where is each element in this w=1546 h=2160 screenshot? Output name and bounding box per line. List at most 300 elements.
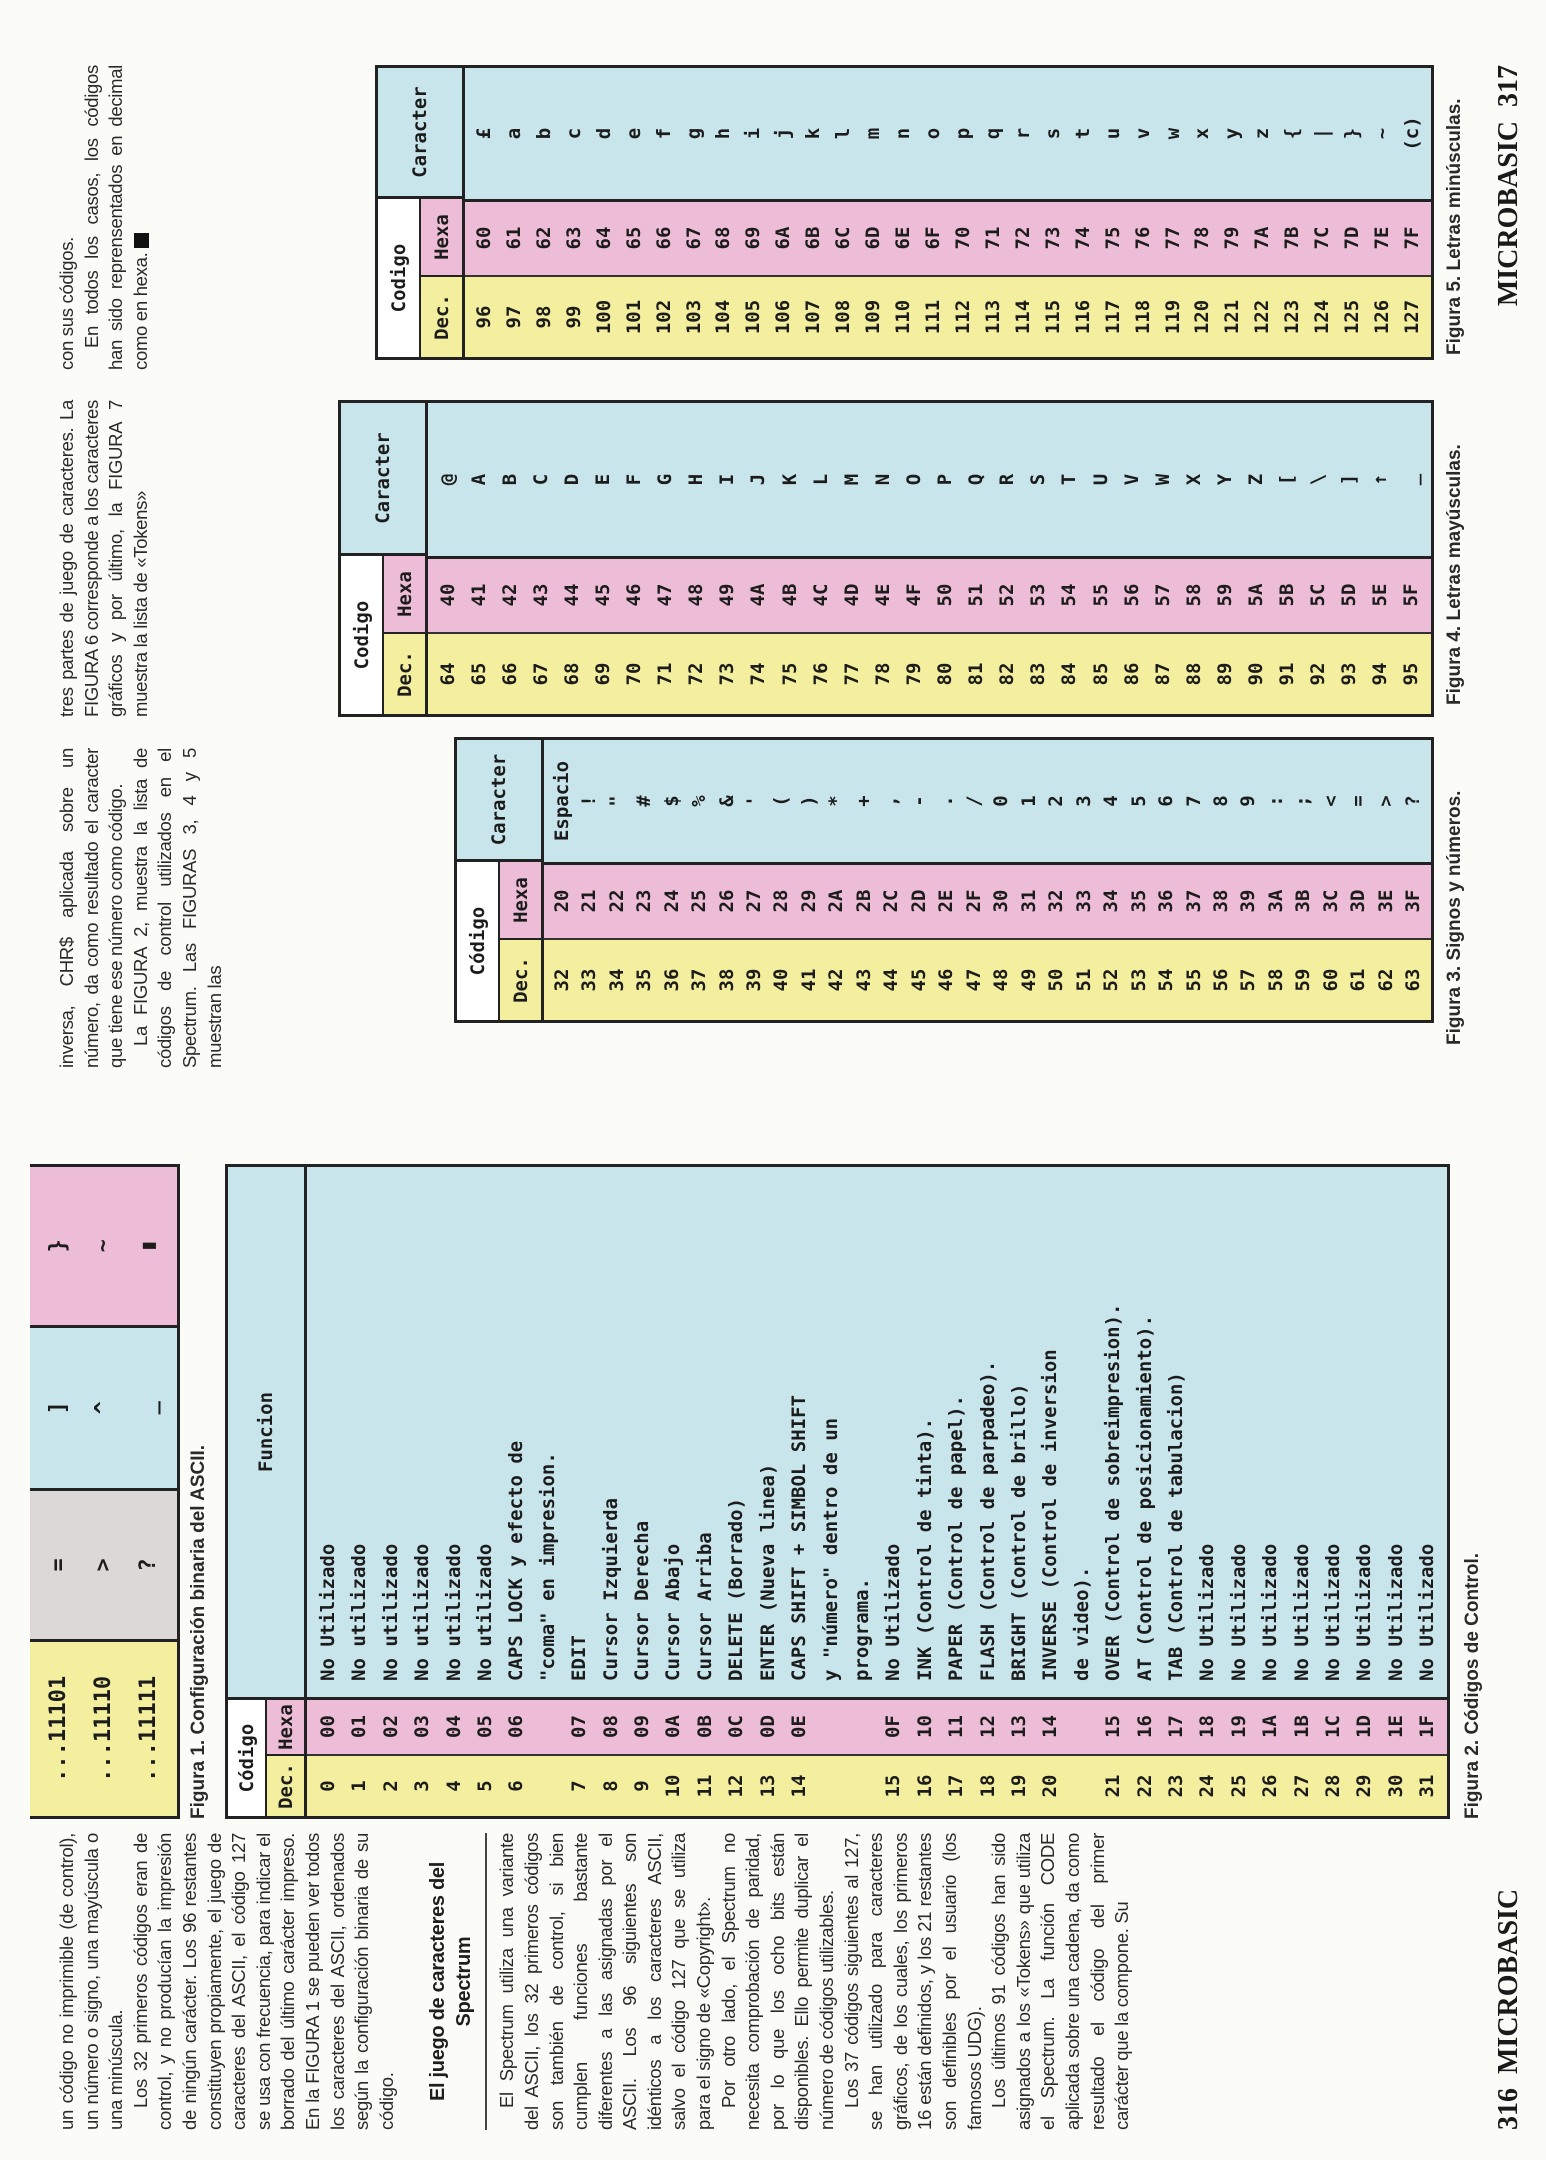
hexa-cell: 3A <box>1264 889 1287 913</box>
dec-cell: 12 <box>725 1774 748 1798</box>
hexa-cell: 3D <box>1347 889 1370 913</box>
hexa-cell: 7F <box>1401 226 1424 250</box>
table-row <box>650 403 681 714</box>
dec-cell: 15 <box>882 1774 905 1798</box>
table-row <box>1235 740 1262 1020</box>
hexa-cell: 20 <box>550 889 573 913</box>
table-row <box>658 1167 689 1816</box>
codigo-header: Codigo <box>378 199 421 357</box>
caracter-cell: o <box>922 127 945 140</box>
table-row <box>960 740 987 1020</box>
dec-cell: 27 <box>1290 1774 1313 1798</box>
hexa-cell: 4C <box>809 583 832 607</box>
hexa-cell: 07 <box>568 1715 591 1738</box>
caracter-cell: [ <box>1276 473 1299 486</box>
caracter-cell: i <box>742 127 765 140</box>
dec-cell: 35 <box>633 968 656 992</box>
dec-cell: 104 <box>712 299 735 335</box>
dec-cell: 20 <box>1039 1774 1062 1798</box>
codigo-header-group <box>228 1697 304 1816</box>
dec-cell: 51 <box>1072 968 1095 992</box>
hexa-cell: 18 <box>1196 1715 1219 1738</box>
table-row <box>1240 403 1271 714</box>
funcion-cell <box>1287 1167 1318 1697</box>
table-row <box>1023 403 1054 714</box>
caracter-cell: ( <box>770 795 793 807</box>
funcion-line: No Utilizado <box>317 1543 339 1681</box>
hexa-cell: 2E <box>935 889 958 913</box>
hexa-cell: 11 <box>945 1715 968 1738</box>
caracter-cell: x <box>1191 127 1214 140</box>
ascii-column <box>30 1325 177 1489</box>
hexa-cell: 23 <box>633 889 656 913</box>
caracter-cell: 5 <box>1127 795 1150 807</box>
funcion-line: No Utilizado <box>1384 1543 1407 1681</box>
caracter-cell: N <box>871 473 894 486</box>
hexa-cell: 1A <box>1259 1715 1282 1738</box>
caracter-cell: M <box>840 473 863 486</box>
dec-cell: 4 <box>442 1780 465 1792</box>
hexa-cell: 69 <box>742 226 765 250</box>
caracter-cell: R <box>996 473 1019 486</box>
caracter-cell: ! <box>578 795 601 807</box>
hexa-cell: 7E <box>1371 226 1394 250</box>
hexa-cell: 1D <box>1353 1715 1376 1738</box>
dec-cell: 2 <box>379 1780 402 1792</box>
table-row <box>463 403 494 714</box>
hexa-cell: 30 <box>990 889 1013 913</box>
table-row <box>1209 403 1240 714</box>
dec-cell: 82 <box>996 662 1019 686</box>
caracter-cell: > <box>1374 795 1397 807</box>
dec-cell: 118 <box>1131 299 1154 335</box>
table-row <box>1130 1167 1161 1816</box>
caracter-cell: 3 <box>1072 795 1095 807</box>
table-row <box>407 1167 438 1816</box>
hexa-cell: 52 <box>996 583 1019 607</box>
table-row <box>858 68 888 357</box>
paragraph: Los últimos 91 códigos han sido asignados a los «Tokens» que utiliza el Spectrum. La función CODE aplicada sobre una cadena, da como resultado el código del primer carácter que la compone. Su <box>988 1833 1133 2130</box>
funcion-line: No utilizado <box>442 1543 465 1681</box>
hexa-cell: 38 <box>1209 889 1232 913</box>
dec-cell: 50 <box>1045 968 1068 992</box>
table-row <box>713 740 740 1020</box>
dec-cell: 57 <box>1237 968 1260 992</box>
dec-cell: 40 <box>770 968 793 992</box>
caracter-cell: h <box>712 127 735 140</box>
table-row <box>1349 1167 1380 1816</box>
hexa-cell: 1C <box>1322 1715 1344 1738</box>
table-row <box>1161 1167 1192 1816</box>
dec-cell: 63 <box>1402 968 1425 992</box>
hexa-cell: 77 <box>1161 226 1184 250</box>
hexa-cell: 70 <box>951 226 974 250</box>
dec-cell: 1 <box>348 1780 371 1792</box>
table-row <box>501 1167 564 1816</box>
table-row <box>525 403 556 714</box>
table-row <box>679 68 709 357</box>
hexa-cell: 55 <box>1089 583 1112 607</box>
table-row <box>1004 1167 1035 1816</box>
ascii-cell: ▮ <box>136 1239 161 1253</box>
table-row <box>529 68 559 357</box>
table-row <box>1367 68 1397 357</box>
hexa-cell: 4D <box>840 583 863 607</box>
hexa-cell: 7B <box>1281 226 1304 250</box>
right-text-column-1 <box>55 748 227 1068</box>
caracter-cell: } <box>1341 127 1364 140</box>
dec-cell: 32 <box>550 968 573 992</box>
dec-cell: 93 <box>1338 662 1361 686</box>
dec-cell: 116 <box>1071 299 1094 335</box>
funcion-line: No Utilizado <box>1416 1543 1439 1681</box>
funcion-line: CAPS LOCK y efecto de <box>505 1440 528 1681</box>
hexa-cell: 24 <box>660 889 683 913</box>
figure-3-caption: Figura 3. Signos y números. <box>1444 790 1465 1045</box>
dec-cell: 73 <box>716 662 739 686</box>
table-row <box>630 740 657 1020</box>
caracter-cell: ↑ <box>1369 473 1392 486</box>
hexa-cell: 5E <box>1369 583 1392 607</box>
table-row <box>619 68 649 357</box>
page-footer-left <box>1493 1889 1525 2130</box>
caracter-cell: P <box>934 473 957 486</box>
hexa-cell: 72 <box>1011 226 1034 250</box>
funcion-line: AT (Control de posicionamiento). <box>1133 1314 1156 1681</box>
dec-cell: 55 <box>1182 968 1205 992</box>
table-row <box>432 403 463 714</box>
dec-cell: 121 <box>1221 299 1244 335</box>
figure-2-caption: Figura 2. Códigos de Control. <box>1462 1553 1483 1819</box>
caracter-cell: & <box>715 795 738 807</box>
funcion-line: INK (Control de tinta). <box>913 1417 936 1681</box>
dec-cell: 16 <box>913 1774 936 1798</box>
hexa-cell: 3E <box>1374 889 1397 913</box>
caracter-cell: @ <box>436 473 459 486</box>
table-row <box>1318 1167 1349 1816</box>
table-row <box>1035 1167 1098 1816</box>
funcion-cell <box>1004 1167 1035 1697</box>
table-row <box>564 1167 595 1816</box>
hexa-cell: 10 <box>913 1715 936 1738</box>
dec-cell: 46 <box>935 968 958 992</box>
caracter-cell: 2 <box>1045 795 1068 807</box>
funcion-line: de video). <box>1070 1566 1093 1681</box>
caracter-cell: - <box>907 795 930 807</box>
paragraph: Los 32 primeros códigos eran de control, y no producían la impresión de ningún carácter. Los 96 restantes constituyen propiamente, el juego de caracteres del ASCII, el código 127 se usa con frecuencia, para indicar el borrado del último carácter impreso. En la FIGURA 1 se pueden ver todos los caracteres del ASCII, ordenados según la configuración binaria de su código. <box>129 1833 397 2130</box>
caracter-cell: 1 <box>1017 795 1040 807</box>
dec-cell: 91 <box>1276 662 1299 686</box>
caracter-cell: j <box>772 127 795 140</box>
paragraph: El Spectrum utiliza una variante del ASCII, los 32 primeros códigos son también de control, si bien cumplen funciones bastante diferentes a las asignadas por el ASCII. Los 96 siguientes son idénticos a los caracteres ASCII, salvo el código 127 que se utiliza para el signo de «Copyright». <box>496 1833 715 2130</box>
funcion-cell <box>973 1167 1004 1697</box>
table-row <box>1334 403 1365 714</box>
ascii-column <box>30 1488 177 1639</box>
dec-cell: 107 <box>802 299 825 335</box>
caracter-cell: ' <box>743 795 766 807</box>
funcion-line: BRIGHT (Control de brillo) <box>1007 1383 1030 1681</box>
table-row <box>548 740 575 1020</box>
table-row <box>1116 403 1147 714</box>
hexa-cell: 35 <box>1127 889 1150 913</box>
table-row <box>589 68 619 357</box>
dec-cell: 13 <box>756 1774 779 1798</box>
caracter-cell: H <box>685 473 708 486</box>
caracter-cell: ] <box>1338 473 1361 486</box>
hexa-cell: 7A <box>1251 226 1274 250</box>
dec-cell: 109 <box>862 299 885 335</box>
table-row <box>1217 68 1247 357</box>
figure-5-lowercase-table <box>375 65 1434 360</box>
dec-cell: 62 <box>1374 968 1397 992</box>
hexa-cell: 16 <box>1133 1715 1156 1738</box>
ascii-cell: ^ <box>91 1401 116 1415</box>
hexa-cell: 6B <box>802 226 825 250</box>
table-row <box>690 1167 721 1816</box>
caracter-cell: w <box>1161 127 1184 140</box>
dec-cell: 21 <box>1102 1774 1125 1798</box>
caracter-cell: t <box>1071 127 1094 140</box>
caracter-cell: C <box>529 473 552 486</box>
funcion-cell <box>1098 1167 1129 1697</box>
page-number: 316 <box>1493 2088 1524 2130</box>
table-row <box>469 68 499 357</box>
funcion-line: CAPS SHIFT + SIMBOL SHIFT <box>788 1395 811 1681</box>
caracter-cell: l <box>832 127 855 140</box>
caracter-cell: % <box>688 795 711 807</box>
funcion-line: "coma" en impresion. <box>536 1452 559 1681</box>
table-row <box>1262 740 1289 1020</box>
funcion-cell <box>878 1167 909 1697</box>
right-text-column-3 <box>55 65 153 370</box>
end-mark-icon <box>134 233 149 248</box>
dec-cell: 60 <box>1319 968 1342 992</box>
table-row <box>1345 740 1372 1020</box>
hexa-cell: 50 <box>934 583 957 607</box>
caracter-cell: £ <box>472 127 495 140</box>
hexa-cell: 14 <box>1039 1715 1062 1738</box>
hexa-cell: 46 <box>623 583 646 607</box>
dec-header: Dec. <box>384 632 425 714</box>
dec-cell: 61 <box>1347 968 1370 992</box>
funcion-line: No Utilizado <box>1196 1543 1219 1681</box>
funcion-line: No Utilizado <box>1259 1543 1282 1681</box>
caracter-cell: _ <box>1400 473 1423 486</box>
funcion-line: Cursor Abajo <box>662 1543 685 1681</box>
caracter-cell: b <box>532 127 555 140</box>
hexa-cell: 64 <box>592 226 615 250</box>
table-row <box>1015 740 1042 1020</box>
table-row <box>1317 740 1344 1020</box>
dec-cell: 103 <box>682 299 705 335</box>
table-row <box>1008 68 1038 357</box>
hexa-cell: 62 <box>532 226 555 250</box>
hexa-cell: 3F <box>1402 889 1425 913</box>
table-row <box>1381 1167 1412 1816</box>
dec-cell: 98 <box>532 305 555 329</box>
hexa-cell: 17 <box>1164 1715 1187 1738</box>
codigo-subheader <box>421 199 462 357</box>
hexa-cell: 41 <box>467 583 490 607</box>
table-row <box>948 68 978 357</box>
hexa-cell: 19 <box>1227 1715 1250 1738</box>
table-row <box>1303 403 1334 714</box>
funcion-line: No utilizado <box>474 1543 497 1681</box>
figure-5-caption: Figura 5. Letras minúsculas. <box>1444 98 1465 355</box>
funcion-cell <box>1130 1167 1161 1697</box>
table-row <box>344 1167 375 1816</box>
table-row <box>973 1167 1004 1816</box>
hexa-cell: 5C <box>1307 583 1330 607</box>
caracter-cell: a <box>502 127 525 140</box>
dec-cell: 77 <box>840 662 863 686</box>
dec-cell: 31 <box>1416 1774 1439 1798</box>
dec-cell: 22 <box>1133 1774 1156 1798</box>
funcion-cell <box>910 1167 941 1697</box>
hexa-cell: 79 <box>1221 226 1244 250</box>
table-row <box>1272 403 1303 714</box>
hexa-cell: 74 <box>1071 226 1094 250</box>
hexa-cell: 6D <box>862 226 885 250</box>
caracter-cell: 4 <box>1100 795 1123 807</box>
table-row <box>743 403 774 714</box>
hexa-cell: 61 <box>502 226 525 250</box>
hexa-cell: 5B <box>1276 583 1299 607</box>
hexa-cell: 48 <box>685 583 708 607</box>
paragraph <box>80 65 154 370</box>
caracter-cell: c <box>562 127 585 140</box>
paragraph: un código no imprimible (de control), un número o signo, una mayúscula o una minúscula. <box>56 1833 127 2130</box>
codigo-header: Codigo <box>341 556 384 714</box>
hexa-cell: 63 <box>562 226 585 250</box>
table-header <box>378 68 465 357</box>
caracter-cell: L <box>809 473 832 486</box>
dec-cell: 97 <box>502 305 525 329</box>
ascii-cell: ...11111 <box>136 1675 161 1782</box>
dec-cell: 76 <box>809 662 832 686</box>
hexa-cell: 06 <box>505 1715 528 1738</box>
table-row <box>596 1167 627 1816</box>
hexa-cell: 5D <box>1338 583 1361 607</box>
caracter-cell: O <box>902 473 925 486</box>
table-row <box>1247 68 1277 357</box>
table-row <box>1396 403 1427 714</box>
caracter-cell: W <box>1151 473 1174 486</box>
table-row <box>439 1167 470 1816</box>
table-row <box>603 740 630 1020</box>
dec-cell: 99 <box>562 305 585 329</box>
caracter-cell: E <box>592 473 615 486</box>
caracter-cell: e <box>622 127 645 140</box>
dec-cell: 70 <box>623 662 646 686</box>
funcion-line: No Utilizado <box>1353 1543 1376 1681</box>
hexa-cell: 1F <box>1416 1715 1439 1738</box>
left-text-column <box>55 1833 1135 2130</box>
dec-cell: 47 <box>962 968 985 992</box>
hexa-header: Hexa <box>267 1700 304 1754</box>
funcion-cell <box>596 1167 627 1697</box>
hexa-cell: 4B <box>778 583 801 607</box>
dec-cell: 88 <box>1182 662 1205 686</box>
table-row <box>898 403 929 714</box>
hexa-cell: 60 <box>472 226 495 250</box>
table-row <box>1085 403 1116 714</box>
table-row <box>1098 68 1128 357</box>
caracter-cell: g <box>682 127 705 140</box>
caracter-cell: U <box>1089 473 1112 486</box>
hexa-cell: 76 <box>1131 226 1154 250</box>
table-row <box>978 68 1008 357</box>
dec-cell: 89 <box>1213 662 1236 686</box>
caracter-cell: y <box>1221 127 1244 140</box>
dec-cell: 127 <box>1401 299 1424 335</box>
hexa-cell: 68 <box>712 226 735 250</box>
dec-cell: 111 <box>922 299 945 335</box>
hexa-cell: 0F <box>882 1715 905 1738</box>
hexa-cell: 2A <box>825 889 848 913</box>
table-row <box>1097 740 1124 1020</box>
figure-1-caption: Figura 1. Configuración binaria del ASCII. <box>188 1444 209 1819</box>
hexa-cell: 2C <box>880 889 903 913</box>
funcion-line: No Utilizado <box>1322 1543 1344 1681</box>
caracter-cell: S <box>1027 473 1050 486</box>
caracter-cell: n <box>892 127 915 140</box>
table-row <box>867 403 898 714</box>
hexa-cell: 2F <box>962 889 985 913</box>
caracter-cell: s <box>1041 127 1064 140</box>
hexa-cell: 67 <box>682 226 705 250</box>
dec-cell: 100 <box>592 299 615 335</box>
caracter-cell: 6 <box>1155 795 1178 807</box>
table-row <box>1070 740 1097 1020</box>
hexa-cell: 65 <box>622 226 645 250</box>
dec-cell: 96 <box>472 305 495 329</box>
dec-cell: 38 <box>715 968 738 992</box>
dec-cell: 123 <box>1281 299 1304 335</box>
funcion-cell <box>1349 1167 1380 1697</box>
hexa-cell: 0B <box>693 1715 716 1738</box>
table-header <box>341 403 428 714</box>
dec-header: Dec. <box>421 275 462 357</box>
ascii-cell: > <box>91 1558 116 1572</box>
funcion-line: PAPER (Control de papel). <box>945 1395 968 1681</box>
caracter-cell: ) <box>797 795 820 807</box>
hexa-cell: 5A <box>1244 583 1267 607</box>
dec-cell: 68 <box>560 662 583 686</box>
table-row <box>556 403 587 714</box>
dec-cell: 23 <box>1164 1774 1187 1798</box>
funcion-line: Cursor Derecha <box>631 1520 654 1681</box>
hexa-cell: 5F <box>1400 583 1423 607</box>
hexa-cell: 73 <box>1041 226 1064 250</box>
page-number: 317 <box>1493 65 1524 107</box>
funcion-line: No Utilizado <box>1290 1543 1313 1681</box>
funcion-line: No utilizado <box>379 1543 402 1681</box>
caracter-cell: u <box>1101 127 1124 140</box>
caracter-cell: B <box>498 473 521 486</box>
funcion-cell <box>1412 1167 1443 1697</box>
caracter-cell: / <box>962 795 985 807</box>
table-row <box>1038 68 1068 357</box>
caracter-cell: Espacio <box>550 760 573 842</box>
table-row <box>1287 1167 1318 1816</box>
hexa-cell: 22 <box>605 889 628 913</box>
dec-cell: 122 <box>1251 299 1274 335</box>
caracter-cell: V <box>1120 473 1143 486</box>
table-row <box>805 403 836 714</box>
page-footer-right <box>1493 65 1525 306</box>
ascii-cell: ...11101 <box>46 1675 71 1782</box>
